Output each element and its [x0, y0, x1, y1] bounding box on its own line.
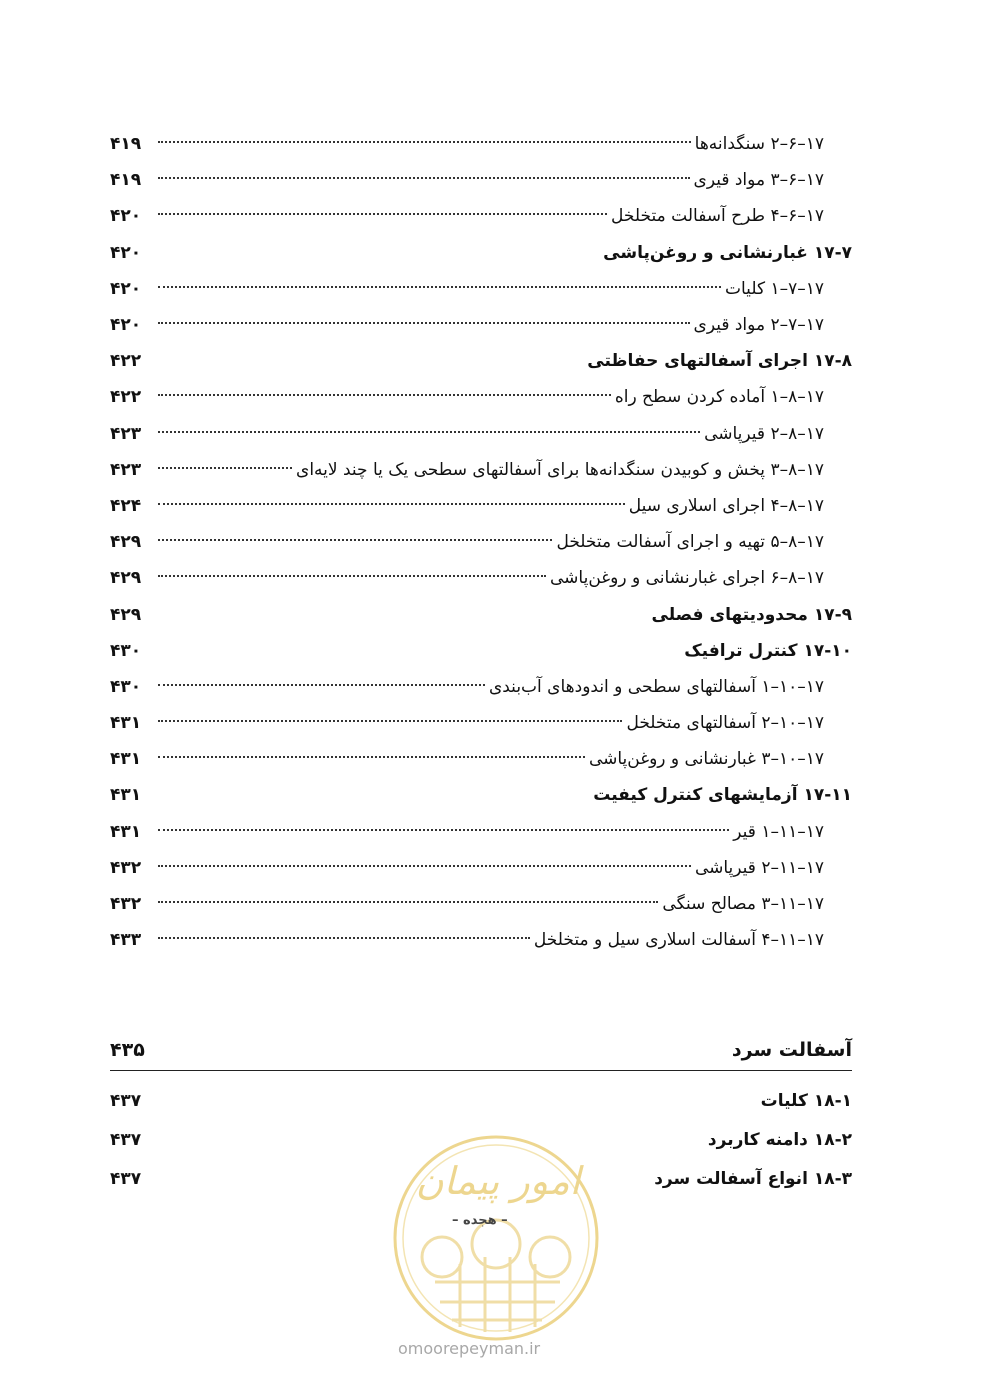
- dot-leader: [158, 648, 680, 649]
- toc-page-number: ۴۳۰: [110, 640, 142, 661]
- toc-page-number: ۴۲۹: [110, 568, 142, 589]
- toc-entry-title: ۱۷-۷ غبارنشانی و روغن‌پاشی: [599, 243, 852, 263]
- toc-page-number: ۴۳۱: [110, 785, 142, 806]
- dot-leader: [158, 250, 599, 251]
- toc-entry-row[interactable]: [110, 814, 852, 850]
- toc-entry-title: ۱۷–۱۰–۲ آسفالتهای متخلخل: [622, 713, 852, 733]
- dot-leader: [158, 141, 691, 143]
- toc-entry-row[interactable]: [110, 488, 852, 524]
- toc-entry-row[interactable]: [110, 850, 852, 886]
- dot-leader: [158, 322, 690, 324]
- dot-leader: [158, 359, 583, 360]
- dot-leader: [158, 503, 625, 505]
- stamp-text: امور پیمان: [415, 1159, 581, 1203]
- dot-leader: [158, 431, 700, 433]
- dot-leader: [158, 213, 607, 215]
- toc-entry-row[interactable]: [110, 560, 852, 596]
- dot-leader: [158, 756, 585, 758]
- toc-entry-title: ۱۷–۶–۲ سنگدانه‌ها: [691, 134, 852, 154]
- toc-entry-title: ۱۸-۳ انواع آسفالت سرد: [650, 1169, 852, 1189]
- dot-leader: [158, 720, 622, 722]
- toc-entry-row[interactable]: [110, 162, 852, 198]
- toc-page-number: ۴۲۴: [110, 495, 142, 516]
- toc-page-number: ۴۳۱: [110, 713, 142, 734]
- chapter-heading: [110, 1032, 852, 1068]
- toc-entry-title: ۱۷–۱۱–۲ قیرپاشی: [691, 858, 852, 878]
- toc-entry-title: ۱۷–۷–۲ مواد قیری: [690, 315, 852, 335]
- toc-entry-row[interactable]: [110, 669, 852, 705]
- chapter-page-number: ۴۳۵: [110, 1039, 145, 1061]
- toc-page-number: ۴۳۱: [110, 749, 142, 770]
- publisher-stamp-logo: [390, 1132, 602, 1344]
- toc-entry-title: ۱۷–۱۰–۳ غبارنشانی و روغن‌پاشی: [585, 749, 852, 769]
- chapter-divider: [110, 1070, 852, 1071]
- toc-page-number: ۴۳۷: [110, 1129, 142, 1150]
- toc-entry-title: ۱۷–۸–۲ قیرپاشی: [700, 424, 852, 444]
- toc-entry-row[interactable]: [110, 198, 852, 234]
- toc-page-number: ۴۲۲: [110, 351, 142, 372]
- website-watermark: omoorepeyman.ir: [398, 1339, 541, 1358]
- toc-page-number: ۴۲۰: [110, 206, 142, 227]
- toc-heading-row[interactable]: [110, 596, 852, 632]
- toc-heading-row[interactable]: [110, 633, 852, 669]
- dot-leader: [158, 612, 648, 613]
- toc-entry-row[interactable]: [110, 307, 852, 343]
- toc-entry-title: ۱۷-۱۰ کنترل ترافیک: [680, 641, 852, 661]
- toc-heading-row[interactable]: [110, 235, 852, 271]
- dot-leader: [158, 684, 485, 686]
- toc-page-number: ۴۳۷: [110, 1090, 142, 1111]
- toc-entry-row[interactable]: [110, 886, 852, 922]
- toc-entry-row[interactable]: [110, 705, 852, 741]
- toc-entry-title: ۱۷–۸–۱ آماده کردن سطح راه: [611, 387, 852, 407]
- dot-leader: [158, 901, 658, 903]
- dot-leader: [158, 937, 530, 939]
- table-of-contents: [110, 126, 852, 958]
- page-number-label: – هجده –: [452, 1213, 508, 1228]
- toc-heading-row[interactable]: [110, 343, 852, 379]
- toc-entry-row[interactable]: [110, 416, 852, 452]
- toc-entry-row[interactable]: [110, 271, 852, 307]
- toc-entry-title: ۱۷-۱۱ آزمایشهای کنترل کیفیت: [589, 785, 852, 805]
- toc-entry-row[interactable]: [110, 452, 852, 488]
- toc-entry-title: ۱۷–۱۰–۱ آسفالتهای سطحی و اندودهای آب‌بندی: [485, 677, 852, 697]
- toc-entry-row[interactable]: [110, 741, 852, 777]
- toc-page-number: ۴۱۹: [110, 134, 142, 155]
- toc-entry-row[interactable]: [110, 126, 852, 162]
- toc-page-number: ۴۳۷: [110, 1168, 142, 1189]
- toc-heading-row[interactable]: [110, 1081, 852, 1120]
- dot-leader: [158, 865, 691, 867]
- toc-page-number: ۴۲۹: [110, 532, 142, 553]
- dot-leader: [158, 829, 729, 831]
- toc-entry-title: ۱۸-۱ کلیات: [757, 1091, 852, 1111]
- toc-page-number: ۴۳۲: [110, 857, 142, 878]
- toc-page-number: ۴۲۲: [110, 387, 142, 408]
- toc-entry-row[interactable]: [110, 379, 852, 415]
- toc-entry-title: ۱۷–۷–۱ کلیات: [721, 279, 852, 299]
- toc-entry-title: ۱۷–۶–۳ مواد قیری: [690, 170, 852, 190]
- dot-leader: [158, 575, 546, 577]
- toc-page-number: ۴۳۰: [110, 676, 142, 697]
- toc-page-number: ۴۲۰: [110, 242, 142, 263]
- dot-leader: [158, 286, 721, 288]
- toc-page-number: ۴۲۳: [110, 423, 142, 444]
- toc-entry-title: ۱۷–۸–۵ تهیه و اجرای آسفالت متخلخل: [552, 532, 852, 552]
- toc-entry-title: ۱۷-۹ محدودیتهای فصلی: [648, 605, 852, 625]
- toc-page-number: ۴۱۹: [110, 170, 142, 191]
- toc-entry-title: ۱۷–۶–۴ طرح آسفالت متخلخل: [607, 206, 852, 226]
- dot-leader: [158, 793, 589, 794]
- toc-entry-title: ۱۷–۱۱–۱ قیر: [729, 822, 852, 842]
- chapter-title: آسفالت سرد: [731, 1039, 852, 1061]
- toc-entry-title: ۱۷-۸ اجرای آسفالتهای حفاظتی: [583, 351, 852, 371]
- toc-page-number: ۴۳۳: [110, 930, 142, 951]
- dot-leader: [158, 539, 552, 541]
- dot-leader: [158, 394, 611, 396]
- toc-entry-row[interactable]: [110, 922, 852, 958]
- toc-entry-row[interactable]: [110, 524, 852, 560]
- toc-heading-row[interactable]: [110, 777, 852, 813]
- toc-entry-title: ۱۷–۸–۴ اجرای اسلاری سیل: [625, 496, 852, 516]
- toc-page-number: ۴۲۰: [110, 315, 142, 336]
- toc-page-number: ۴۲۳: [110, 459, 142, 480]
- toc-page-number: ۴۳۱: [110, 821, 142, 842]
- toc-page-number: ۴۲۰: [110, 278, 142, 299]
- toc-entry-title: ۱۷–۱۱–۳ مصالح سنگی: [658, 894, 852, 914]
- dot-leader: [158, 177, 690, 179]
- toc-entry-title: ۱۷–۸–۶ اجرای غبارنشانی و روغن‌پاشی: [546, 568, 852, 588]
- toc-page-number: ۴۲۹: [110, 604, 142, 625]
- toc-page-number: ۴۳۲: [110, 894, 142, 915]
- toc-entry-title: ۱۷–۱۱–۴ آسفالت اسلاری سیل و متخلخل: [530, 930, 852, 950]
- dot-leader: [158, 467, 292, 469]
- toc-entry-title: ۱۸-۲ دامنه کاربرد: [704, 1130, 852, 1150]
- toc-entry-title: ۱۷–۸–۳ پخش و کوبیدن سنگدانه‌ها برای آسفالتهای سطحی یک یا چند لایه‌ای: [292, 460, 852, 480]
- dot-leader: [158, 1098, 757, 1099]
